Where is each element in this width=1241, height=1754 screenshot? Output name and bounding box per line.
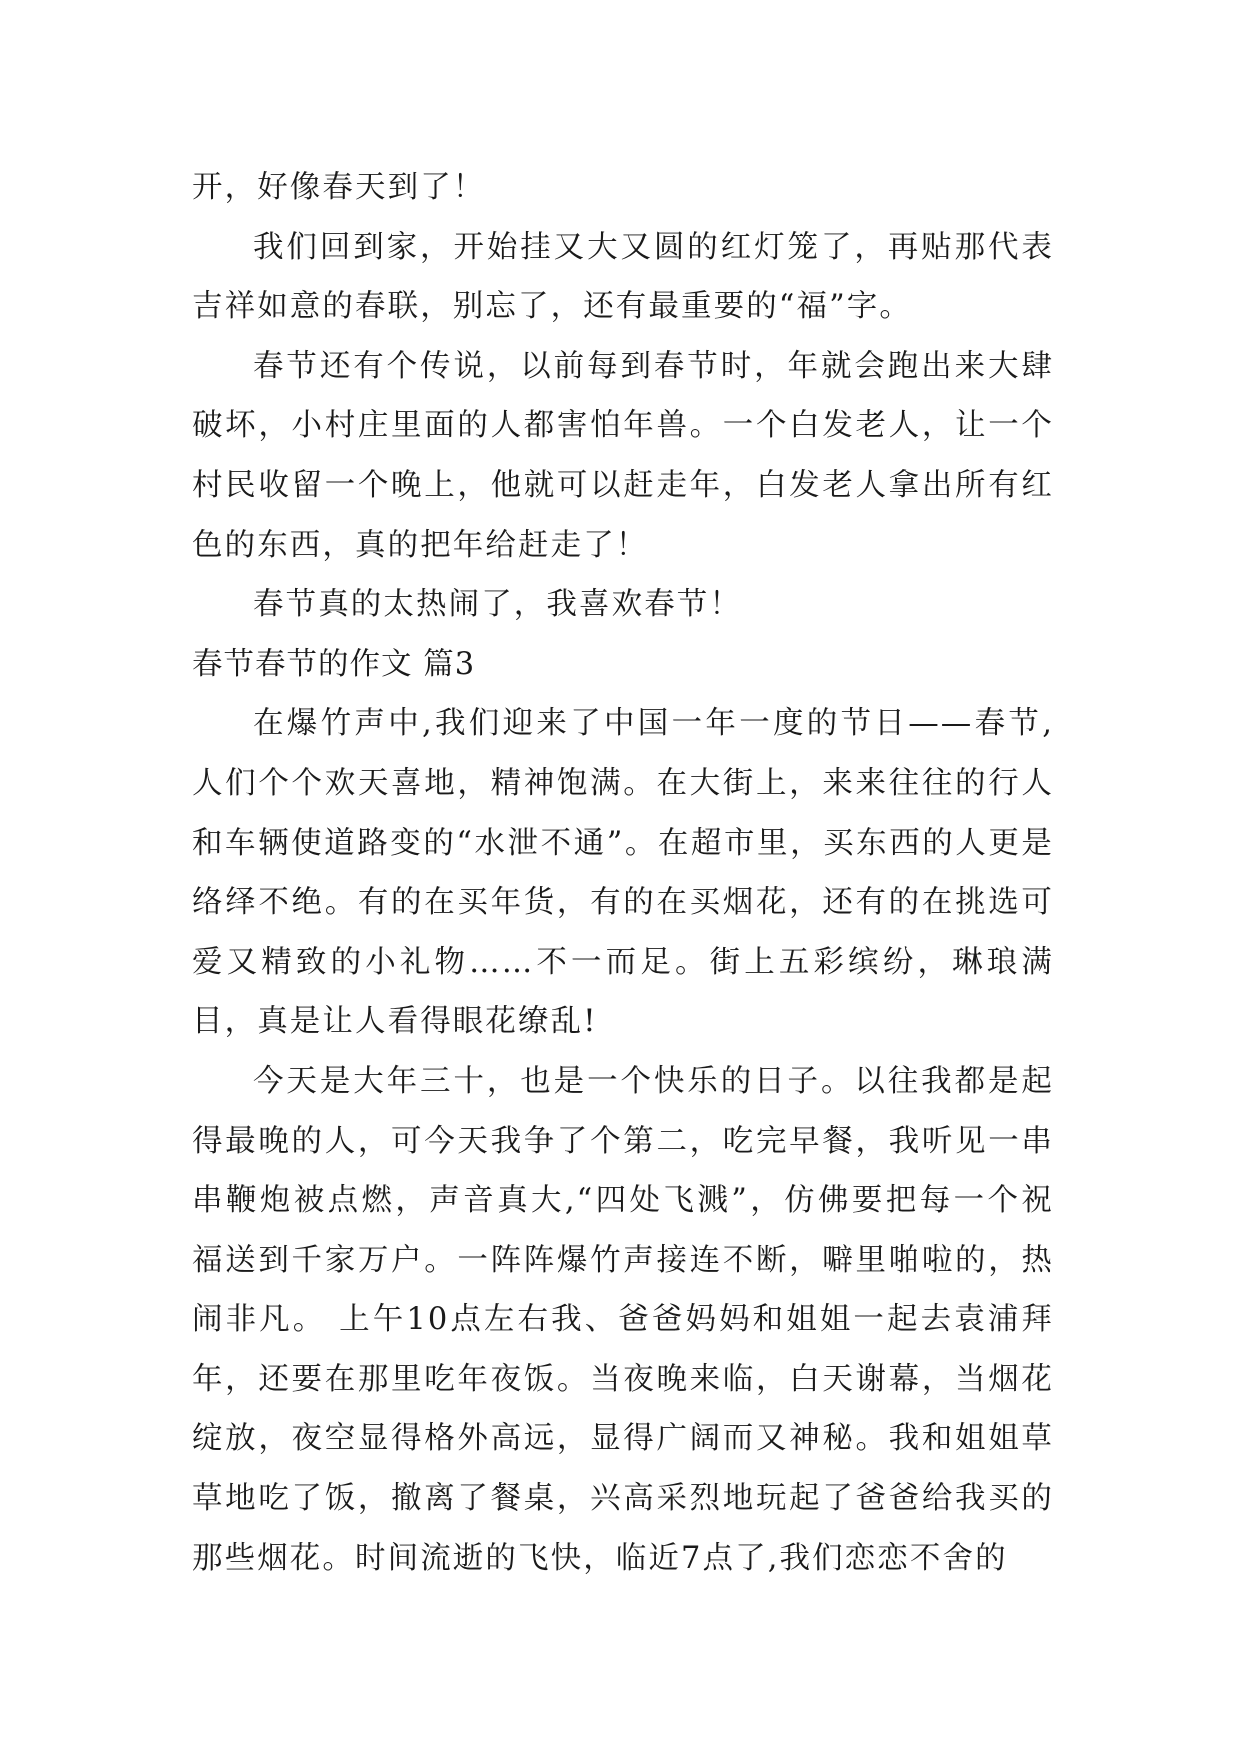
paragraph-closing: 春节真的太热闹了，我喜欢春节！ bbox=[253, 587, 742, 623]
paragraph-new-years-eve: 今天是大年三十，也是一个快乐的日子。以往我都是起得最晚的人，可今天我争了个第二，吃完早餐，我听见一串串鞭炮被点燃，声音真大,“四处飞溅”，仿佛要把每一个祝福送到千家万户。一阵阵爆竹声接连不断，噼里啪啦的，热闹非凡。 上午10点左右我、爸爸妈妈和姐姐一起去袁浦拜年，还要在那里吃年夜饭。当夜晚来临，白天谢幕，当烟花绽放，夜空显得格外高远，显得广阔而又神秘。我和姐姐草草地吃了饭，撤离了餐桌，兴高采烈地玩起了爸爸给我买的那些烟花。时间流逝的飞快，临近7点了,我们恋恋不舍的 bbox=[192, 1063, 1054, 1576]
section-heading: 春节春节的作文 篇3 bbox=[192, 646, 476, 682]
paragraph-continuation: 开，好像春天到了！ bbox=[192, 170, 486, 205]
paragraph-firecrackers-streets: 在爆竹声中,我们迎来了中国一年一度的节日——春节,人们个个欢天喜地，精神饱满。在大街上，来来往往的行人和车辆使道路变的“水泄不通”。在超市里，买东西的人更是络绎不绝。有的在买年货，有的在买烟花，还有的在挑选可爱又精致的小礼物……不一而足。街上五彩缤纷，琳琅满目，真是让人看得眼花缭乱! bbox=[192, 706, 1054, 1040]
paragraph-nian-legend: 春节还有个传说，以前每到春节时，年就会跑出来大肆破坏，小村庄里面的人都害怕年兽。一个白发老人，让一个村民收留一个晚上，他就可以赶走年，白发老人拿出所有红色的东西，真的把年给赶走了！ bbox=[192, 348, 1054, 563]
document-page bbox=[192, 158, 1054, 1588]
paragraph-home-decorations: 我们回到家，开始挂又大又圆的红灯笼了，再贴那代表吉祥如意的春联，别忘了，还有最重要的“福”字。 bbox=[192, 229, 1054, 325]
